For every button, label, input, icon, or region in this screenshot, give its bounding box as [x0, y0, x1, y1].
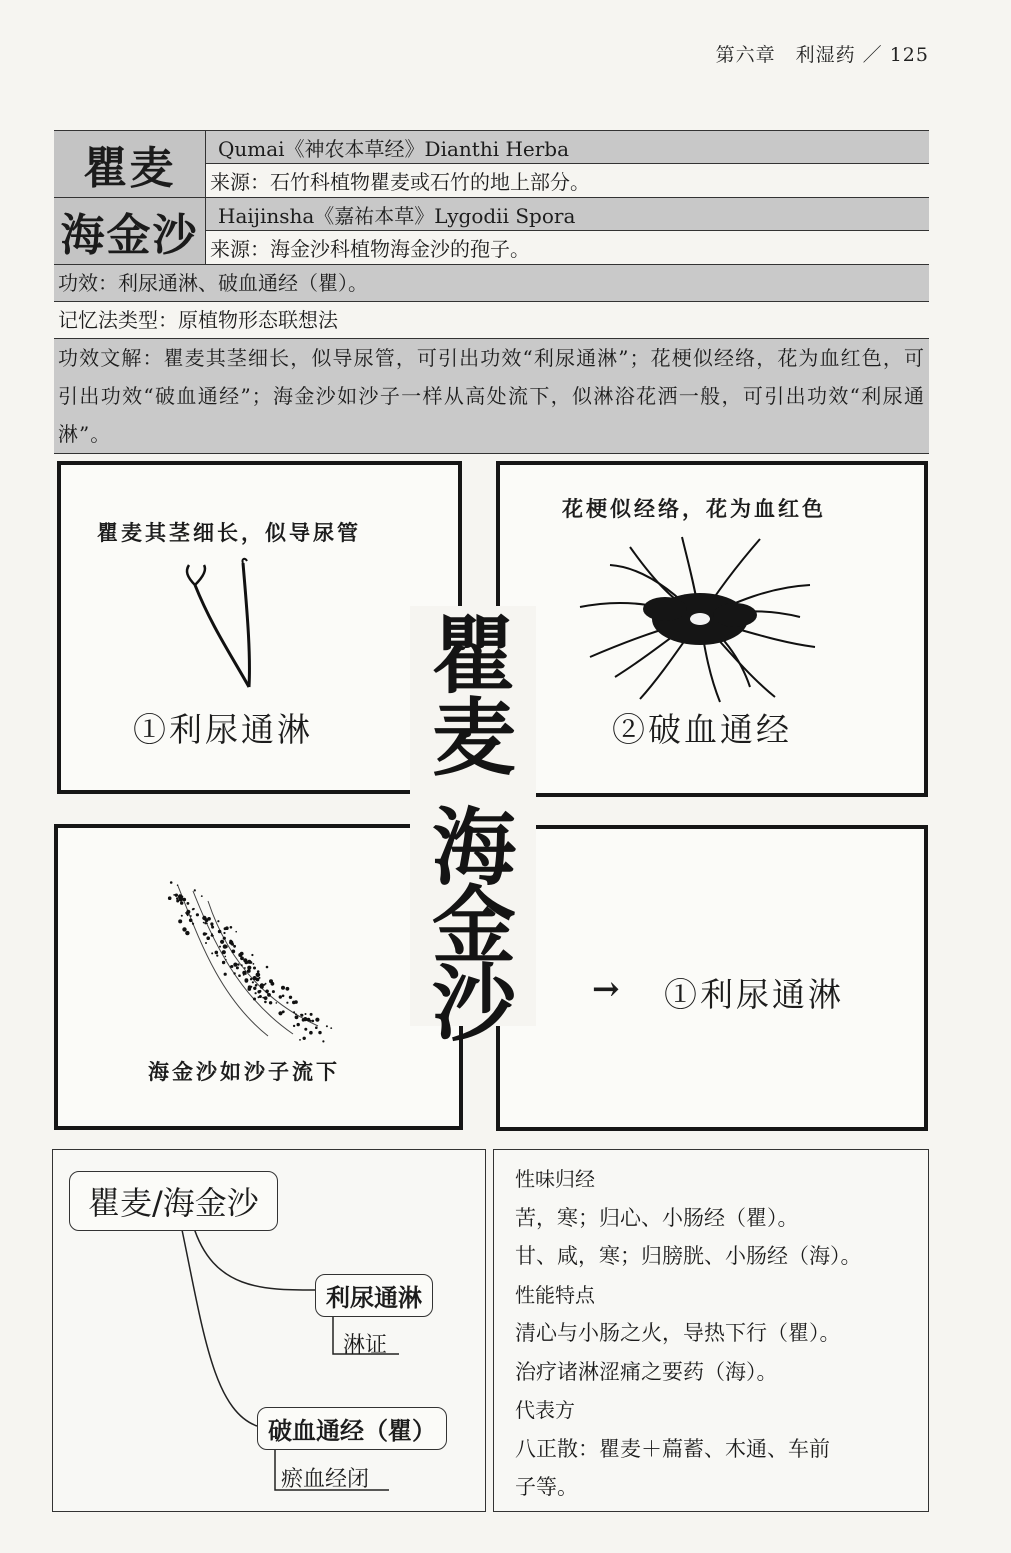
sand-dot [229, 940, 233, 944]
sand-dot [286, 987, 290, 991]
sand-dot [206, 923, 208, 925]
sand-dot [215, 951, 219, 955]
sand-dot [205, 933, 207, 935]
properties-box [493, 1149, 929, 1512]
herb-latin-qumai: Qumai《神农本草经》Dianthi Herba [206, 131, 929, 164]
sand-dot [253, 998, 256, 1001]
sand-dot [264, 1001, 267, 1004]
sand-dot [276, 1002, 278, 1004]
mindmap-branch-diuresis: 利尿通淋 [315, 1274, 433, 1317]
sand-dot [253, 967, 256, 970]
properties-line-3: 清心与小肠之火，导热下行（瞿）。 [515, 1321, 841, 1345]
sand-dot [286, 1002, 288, 1004]
sand-dot [183, 898, 187, 902]
sand-dot [201, 895, 203, 897]
sand-dot [194, 889, 196, 891]
mindmap-root: 瞿麦/海金沙 [69, 1171, 278, 1231]
sand-dot [193, 908, 195, 910]
sand-dot [322, 1040, 324, 1042]
sand-dot [175, 894, 178, 897]
sand-dot [240, 956, 244, 960]
sand-dot [216, 955, 218, 957]
sand-dot [238, 974, 241, 977]
sand-dot [262, 997, 264, 999]
sand-dot [205, 918, 209, 922]
sand-dot [180, 901, 183, 904]
center-char-sha: 沙 [432, 955, 517, 1053]
panel-stem [57, 461, 462, 794]
properties-line-5: 八正散：瞿麦＋萹蓄、木通、车前 [515, 1436, 830, 1461]
sand-dot [297, 1023, 300, 1026]
sand-dot [181, 915, 183, 917]
sand-dot [225, 956, 227, 958]
properties-line-2: 甘、咸，寒；归膀胱、小肠经（海）。 [515, 1244, 862, 1268]
sand-dot [258, 996, 260, 998]
sand-dot [223, 937, 226, 940]
sand-dot [257, 970, 260, 973]
sand-dot [185, 931, 189, 935]
sand-dot [244, 971, 246, 973]
center-char-mai: 麦 [432, 689, 517, 787]
properties-line-6: 子等。 [515, 1475, 578, 1499]
sand-dot [222, 961, 225, 964]
panel-sand [54, 824, 463, 1130]
sand-dot [289, 996, 292, 999]
herb-source-qumai: 来源：石竹科植物瞿麦或石竹的地上部分。 [206, 164, 929, 197]
sand-dot [219, 946, 221, 948]
mindmap-sub-lin: 淋证 [343, 1333, 388, 1358]
properties-heading-formula: 代表方 [515, 1398, 575, 1422]
sand-dot [176, 897, 179, 900]
properties-heading-nature: 性味归经 [515, 1167, 595, 1191]
stem-drawing [171, 555, 281, 695]
sand-dot [309, 1031, 313, 1035]
sand-dot [190, 915, 192, 917]
sand-dot [293, 1011, 295, 1013]
panel-diuresis [496, 825, 928, 1131]
sand-dot [295, 1015, 299, 1019]
sand-dot [231, 950, 235, 954]
sand-dot [211, 952, 213, 954]
sand-dot [224, 927, 227, 930]
sand-dot [278, 1011, 282, 1015]
sand-dot [259, 990, 262, 993]
sand-dot [235, 931, 237, 933]
sand-dot [217, 920, 219, 922]
sand-dot [260, 985, 264, 989]
mindmap-sub-stasis: 瘀血经闭 [281, 1467, 370, 1492]
mindmap-branch-blood: 破血通经（瞿） [257, 1407, 447, 1450]
sand-dot [300, 1014, 302, 1016]
sand-dot [248, 985, 252, 989]
sand-dot [269, 1001, 272, 1004]
sand-dot [253, 963, 255, 965]
memory-type-row: 记忆法类型：原植物形态联想法 [54, 302, 929, 339]
sand-dot [315, 1026, 318, 1029]
panel-flower-caption: 花梗似经络，花为血红色 [562, 496, 826, 521]
sand-dot [305, 1013, 307, 1015]
properties-heading-features: 性能特点 [515, 1282, 595, 1307]
sand-dot [295, 1013, 297, 1015]
sand-dot [259, 977, 261, 979]
sand-dot [230, 926, 233, 929]
sand-dot [233, 963, 237, 967]
sand-dot [303, 1037, 306, 1040]
sand-dot [244, 967, 246, 969]
sand-dot [233, 945, 236, 948]
sand-dot [245, 961, 249, 965]
sand-dot [245, 978, 249, 982]
sand-dot [236, 966, 239, 969]
sand-dot [176, 900, 179, 903]
herb-info-table [54, 130, 929, 454]
sand-dot [168, 896, 172, 900]
sand-dot [309, 1020, 311, 1022]
sand-dot [206, 936, 210, 940]
center-char-qu: 瞿 [432, 607, 517, 705]
sand-dot [237, 963, 239, 965]
efficacy-row: 功效：利尿通淋、破血通经（瞿）。 [54, 265, 929, 302]
sand-dot [251, 954, 253, 956]
sand-dot [265, 990, 269, 994]
sand-dot [225, 945, 228, 948]
mindmap-box [52, 1149, 486, 1512]
panel-diuresis-label: ①利尿通淋 [664, 975, 844, 1014]
sand-dot [203, 922, 205, 924]
herb-name-qumai: 瞿麦 [54, 131, 206, 197]
sand-dot [253, 987, 256, 990]
sand-dot [224, 973, 227, 976]
arrow-icon: → [592, 969, 623, 1008]
sand-dot [299, 1039, 301, 1041]
sand-dot [304, 1028, 307, 1031]
sand-dot [182, 927, 186, 931]
sand-dot [187, 902, 190, 905]
sand-dot [241, 964, 243, 966]
sand-dot [211, 925, 213, 927]
panel-flower [496, 461, 928, 797]
sand-dot [282, 986, 284, 988]
sand-dot [192, 923, 194, 925]
sand-dot [178, 894, 182, 898]
sand-dot [218, 930, 222, 934]
sand-dot [252, 981, 254, 983]
sand-dot [264, 996, 268, 1000]
sand-dot [294, 1000, 298, 1004]
center-char-jin: 金 [432, 877, 517, 975]
sand-dot [272, 990, 275, 993]
sand-dot [315, 1018, 319, 1022]
explanation-row: 功效文解：瞿麦其茎细长，似导尿管，可引出功效“利尿通淋”；花梗似经络，花为血红色，可引出功效“破血通经”；海金沙如沙子一样从高处流下，似淋浴花洒一般，可引出功效“利尿通淋”。 [54, 339, 929, 454]
herb-block-qumai [54, 131, 929, 198]
sand-dot [265, 983, 267, 985]
sand-dot [326, 1025, 328, 1027]
panel-stem-caption: 瞿麦其茎细长，似导尿管 [97, 520, 361, 545]
sand-dot [310, 1013, 313, 1016]
sand-dot [205, 942, 207, 944]
properties-line-1: 苦，寒；归心、小肠经（瞿）。 [515, 1205, 799, 1230]
sand-dot [330, 1027, 332, 1029]
sand-dot [318, 1031, 321, 1034]
sand-dot [211, 933, 213, 935]
herb-latin-haijinsha: Haijinsha《嘉祐本草》Lygodii Spora [206, 198, 929, 231]
sand-dot [189, 919, 193, 923]
panel-flower-label: ②破血通经 [612, 710, 792, 749]
sand-dot [177, 884, 179, 886]
sand-dot [240, 952, 244, 956]
sand-dot [178, 919, 182, 923]
sand-dot [170, 881, 173, 884]
sand-dot [223, 932, 225, 934]
sand-dot [253, 976, 257, 980]
flower-drawing [570, 527, 830, 707]
sand-dots [168, 881, 332, 1042]
sand-dot [266, 966, 269, 969]
sand-dot [256, 973, 260, 977]
sand-dot [279, 995, 282, 998]
sand-dot [250, 978, 252, 980]
sand-dot [196, 913, 199, 916]
herb-block-haijinsha [54, 198, 929, 265]
properties-line-4: 治疗诸淋涩痛之要药（海）。 [515, 1359, 778, 1384]
sand-dot [267, 993, 271, 997]
sand-dot [312, 1020, 315, 1023]
sand-dot [220, 940, 224, 944]
sand-dot [225, 959, 227, 961]
sand-dot [255, 992, 257, 994]
sand-dot [247, 966, 251, 970]
sand-drawing [158, 876, 338, 1056]
sand-dot [186, 910, 190, 914]
herb-name-haijinsha: 海金沙 [54, 198, 206, 264]
sand-dot [293, 1025, 295, 1027]
herb-source-haijinsha: 来源：海金沙科植物海金沙的孢子。 [206, 231, 929, 264]
sand-dot [282, 995, 285, 998]
sand-dot [230, 965, 232, 967]
panel-stem-label: ①利尿通淋 [133, 710, 313, 749]
sand-dot [271, 982, 275, 986]
sand-dot [222, 950, 226, 954]
center-char-hai: 海 [432, 799, 517, 897]
running-head: 第六章 利湿药 ／ 125 [715, 44, 929, 66]
sand-dot [302, 1018, 305, 1021]
sand-dot [255, 984, 258, 987]
sand-dot [233, 972, 235, 974]
panel-sand-caption: 海金沙如沙子流下 [148, 1059, 340, 1084]
